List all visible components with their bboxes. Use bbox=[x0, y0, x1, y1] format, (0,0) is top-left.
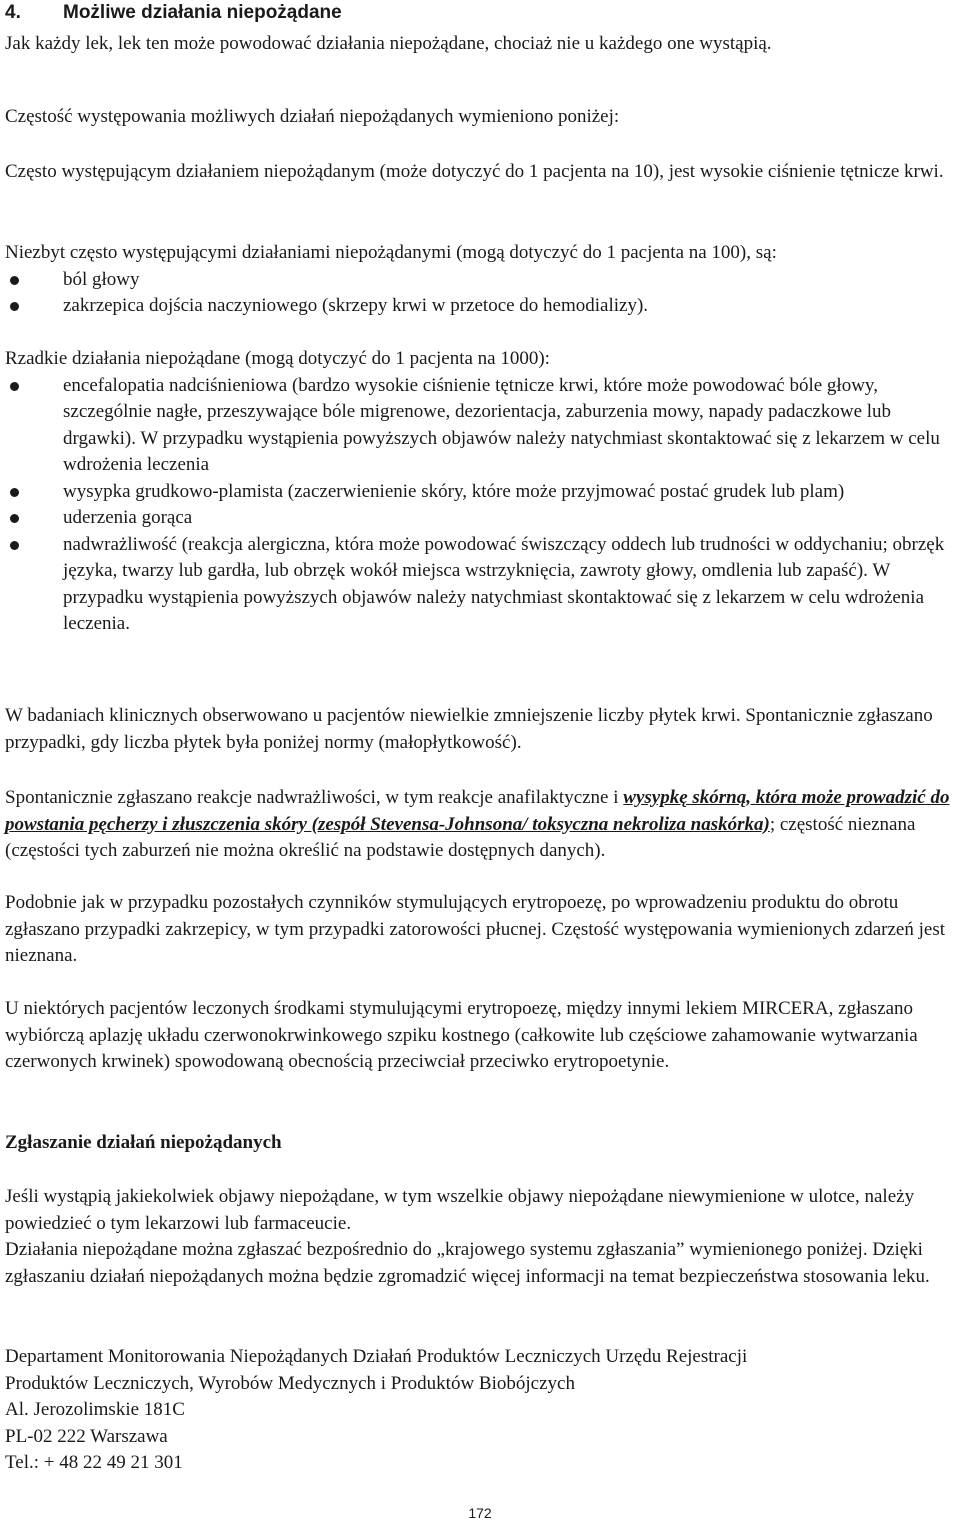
sjs-ten-emphasis: wysypkę skórną, która może prowadzić do powstania pęcherzy i złuszczenia skóry (zespół Stevensa-Johnsona/ toksyczna nekroliza naskórka) bbox=[5, 787, 950, 835]
reporting-heading: Zgłaszanie działań niepożądanych bbox=[5, 1132, 282, 1153]
platelets-paragraph: W badaniach klinicznych obserwowano u pacjentów niewielkie zmniejszenie liczby płytek krwi. Spontanicznie zgłaszano przypadki, gdy liczba płytek była poniżej normy (małopłytkowość). bbox=[5, 705, 933, 753]
address-line: Produktów Leczniczych, Wyrobów Medycznych i Produktów Biobójczych bbox=[5, 1372, 575, 1394]
rare-effects-block bbox=[5, 346, 956, 638]
section-number: 4. bbox=[5, 2, 21, 23]
address-line: Departament Monitorowania Niepożądanych Działań Produktów Leczniczych Urzędu Rejestracji bbox=[5, 1346, 748, 1367]
list-item: ból głowy bbox=[5, 267, 956, 294]
list-item: zakrzepica dojścia naczyniowego (skrzepy krwi w przetoce do hemodializy). bbox=[5, 293, 956, 320]
uncommon-list bbox=[5, 267, 956, 320]
intro-paragraph: Jak każdy lek, lek ten może powodować działania niepożądane, chociaż nie u każdego one wystąpią. bbox=[5, 33, 772, 54]
thrombosis-paragraph: Podobnie jak w przypadku pozostałych czynników stymulujących erytropoezę, po wprowadzeniu produktu do obrotu zgłaszano przypadki zakrzepicy, w tym przypadki zatorowości płucnej. Częstość występowania wymienionych zdarzeń jest nieznana. bbox=[5, 892, 945, 966]
list-item: wysypka grudkowo-plamista (zaczerwienienie skóry, które może przyjmować postać grudek lub plam) bbox=[5, 479, 956, 506]
list-item: encefalopatia nadciśnieniowa (bardzo wysokie ciśnienie tętnicze krwi, które może powodować bóle głowy, szczególnie nagłe, przeszywające bóle migrenowe, dezorientacja, zaburzenia mowy, napady padaczkowe lub drgawki). W przypadku wystąpienia powyższych objawów należy natychmiast skontaktować się z lekarzem w celu wdrożenia leczenia bbox=[5, 373, 956, 479]
uncommon-heading: Niezbyt często występującymi działaniami niepożądanymi (mogą dotyczyć do 1 pacjenta na 100), są: bbox=[5, 242, 777, 263]
address-line: Al. Jerozolimskie 181C bbox=[5, 1399, 185, 1420]
address-block bbox=[5, 1344, 956, 1477]
common-effects-paragraph: Często występującym działaniem niepożądanym (może dotyczyć do 1 pacjenta na 10), jest wysokie ciśnienie tętnicze krwi. bbox=[5, 161, 944, 182]
hypersensitivity-paragraph: Spontanicznie zgłaszano reakcje nadwrażliwości, w tym reakcje anafilaktyczne i wysypkę skórną, która może prowadzić do powstania pęcherzy i złuszczenia skóry (zespół Stevensa-Johnsona/ toksyczna nekroliza naskórka); częstość nieznana (częstości tych zaburzeń nie można określić na podstawie dostępnych danych). bbox=[5, 787, 950, 861]
page-number: 172 bbox=[468, 1505, 492, 1521]
section-heading bbox=[5, 0, 342, 27]
rare-list bbox=[5, 373, 956, 638]
uncommon-effects-block bbox=[5, 240, 956, 320]
frequency-intro: Częstość występowania możliwych działań niepożądanych wymieniono poniżej: bbox=[5, 106, 620, 127]
address-phone: Tel.: + 48 22 49 21 301 bbox=[5, 1452, 183, 1473]
rare-heading: Rzadkie działania niepożądane (mogą dotyczyć do 1 pacjenta na 1000): bbox=[5, 348, 550, 369]
address-line: PL-02 222 Warszawa bbox=[5, 1425, 168, 1447]
reporting-text bbox=[5, 1184, 956, 1290]
reporting-paragraph-2: Działania niepożądane można zgłaszać bezpośrednio do „krajowego systemu zgłaszania” wymienionego poniżej. Dzięki zgłaszaniu działań niepożądanych można będzie zgromadzić więcej informacji na temat bezpieczeństwa stosowania leku. bbox=[5, 1239, 930, 1287]
section-title: Możliwe działania niepożądane bbox=[63, 2, 342, 23]
list-item: uderzenia gorąca bbox=[5, 505, 956, 532]
reporting-paragraph-1: Jeśli wystąpią jakiekolwiek objawy niepożądane, w tym wszelkie objawy niepożądane niewymienione w ulotce, należy powiedzieć o tym lekarzowi lub farmaceucie. bbox=[5, 1186, 915, 1234]
list-item: nadwrażliwość (reakcja alergiczna, która może powodować świszczący oddech lub trudności w oddychaniu; obrzęk języka, twarzy lub gardła, lub obrzęk wokół miejsca wstrzyknięcia, zawroty głowy, omdlenia lub zapaść). W przypadku wystąpienia powyższych objawów należy natychmiast skontaktować się z lekarzem w celu wdrożenia leczenia. bbox=[5, 532, 956, 638]
pra-paragraph: U niektórych pacjentów leczonych środkami stymulującymi erytropoezę, między innymi lekiem MIRCERA, zgłaszano wybiórczą aplazję układu czerwonokrwinkowego szpiku kostnego (całkowite lub częściowe zahamowanie wytwarzania czerwonych krwinek) spowodowaną obecnością przeciwciał przeciwko erytropoetynie. bbox=[5, 998, 918, 1072]
